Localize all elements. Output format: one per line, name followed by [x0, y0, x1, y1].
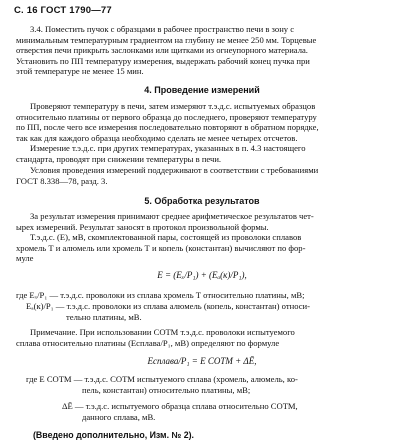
- definition-symbol: где Eₓ/P₁ —: [16, 290, 59, 300]
- paragraph-4-b: [16, 165, 390, 186]
- definition-text: пель, константан) относительно платины, мВ;: [82, 384, 251, 395]
- text-line: этой температуре не менее 15 мин.: [16, 66, 144, 77]
- definition-text: т.э.д.с. СОТМ испытуемого сплава (хромель, алюмель, ко-: [84, 374, 298, 384]
- definition-symbol: ΔĒ —: [62, 401, 84, 411]
- definition-text: т.э.д.с. испытуемого образца сплава относительно СОТМ,: [85, 401, 298, 411]
- text-line: ГОСТ 8.338—78, разд. 3.: [16, 175, 108, 186]
- text-line: так как для каждого образца необходимо сделать не менее четырех отсчетов.: [16, 132, 298, 143]
- text-line: Проверяют температуру в печи, затем измеряют т.э.д.с. испытуемых образцов: [30, 101, 316, 111]
- definition-symbol: Eₐ(к)/P₁ —: [26, 301, 65, 311]
- paragraph-3-4: [16, 24, 390, 77]
- definition-symbol: где E СОТМ —: [26, 374, 83, 384]
- formula-tedc-pair: E = (Eₓ/P₁) + (Eₐ(к)/P₁),: [157, 270, 247, 280]
- section-4-heading: 4. Проведение измерений: [144, 85, 260, 95]
- text-line: 3.4. Поместить пучок с образцами в рабочее пространство печи в зону с: [30, 24, 295, 34]
- text-line: сплава относительно платины (Eсплава/P₁, мВ) определяют по формуле: [16, 337, 280, 348]
- text-line: отверстия печи прикрыть заслонками или щитками из огнеупорного материала.: [16, 45, 308, 56]
- note-paragraph: [16, 327, 390, 348]
- text-line: хромель Т и алюмель или хромель Т и копель (константан) вычисляют по фор-: [16, 242, 306, 253]
- formula-alloy-tedc: Eсплава/P₁ = E СОТМ + ΔĒ,: [147, 356, 257, 366]
- text-line: минимальным температурным градиентом на глубину не менее 250 мм. Торцевые: [16, 34, 317, 45]
- text-line: муле: [16, 253, 34, 264]
- formula-2-definition-2: [62, 401, 298, 422]
- page-header: С. 16 ГОСТ 1790—77: [14, 5, 112, 16]
- text-line: Измерение т.э.д.с. при других температурах, указанных в п. 4.3 настоящего: [30, 143, 306, 154]
- text-line: стандарта, проводят при снижении температуры в печи.: [16, 153, 222, 164]
- definition-line: [26, 301, 310, 312]
- formula-1-definitions: [16, 290, 305, 301]
- section-5-heading: 5. Обработка результатов: [144, 196, 260, 206]
- text-line: Установить по ПП температуру измерения, выдержать рабочий конец пучка при: [16, 55, 310, 66]
- definition-text: тельно платины, мВ.: [66, 311, 142, 322]
- text-line: Т.э.д.с. (E), мВ, скомплектованной пары, состоящей из проволоки сплавов: [30, 232, 302, 243]
- definition-text: т.э.д.с. проволоки из сплава алюмель (копель, константан) относи-: [66, 301, 310, 311]
- paragraph-4-a: [16, 101, 390, 165]
- definition-text: т.э.д.с. проволоки из сплава хромель Т относительно платины, мВ;: [60, 290, 305, 300]
- formula-2-definition-1: [26, 374, 298, 395]
- text-line: по ПП, после чего все измерения последовательно повторяют в обратном порядке,: [16, 122, 319, 133]
- definition-line: [26, 374, 298, 385]
- text-line: относительно платины от первого образца до последнего, проверяют температуру: [16, 111, 317, 122]
- definition-line: [16, 290, 305, 301]
- formula-1-definition-2: [26, 301, 310, 322]
- text-line: ырех измерений. Результат заносят в протокол произвольной формы.: [16, 221, 269, 232]
- text-line: Условия проведения измерений поддерживают в соответствии с требованиями: [30, 165, 319, 175]
- text-line: За результат измерения принимают среднее арифметическое результатов чет-: [30, 211, 314, 221]
- paragraph-5-a: [16, 211, 390, 264]
- text-line: Примечание. При использовании СОТМ т.э.д.с. проволоки испытуемого: [30, 327, 295, 337]
- definition-text: данного сплава, мВ.: [82, 411, 156, 422]
- definition-line: [62, 401, 298, 412]
- amendment-note: (Введено дополнительно, Изм. № 2).: [33, 430, 194, 440]
